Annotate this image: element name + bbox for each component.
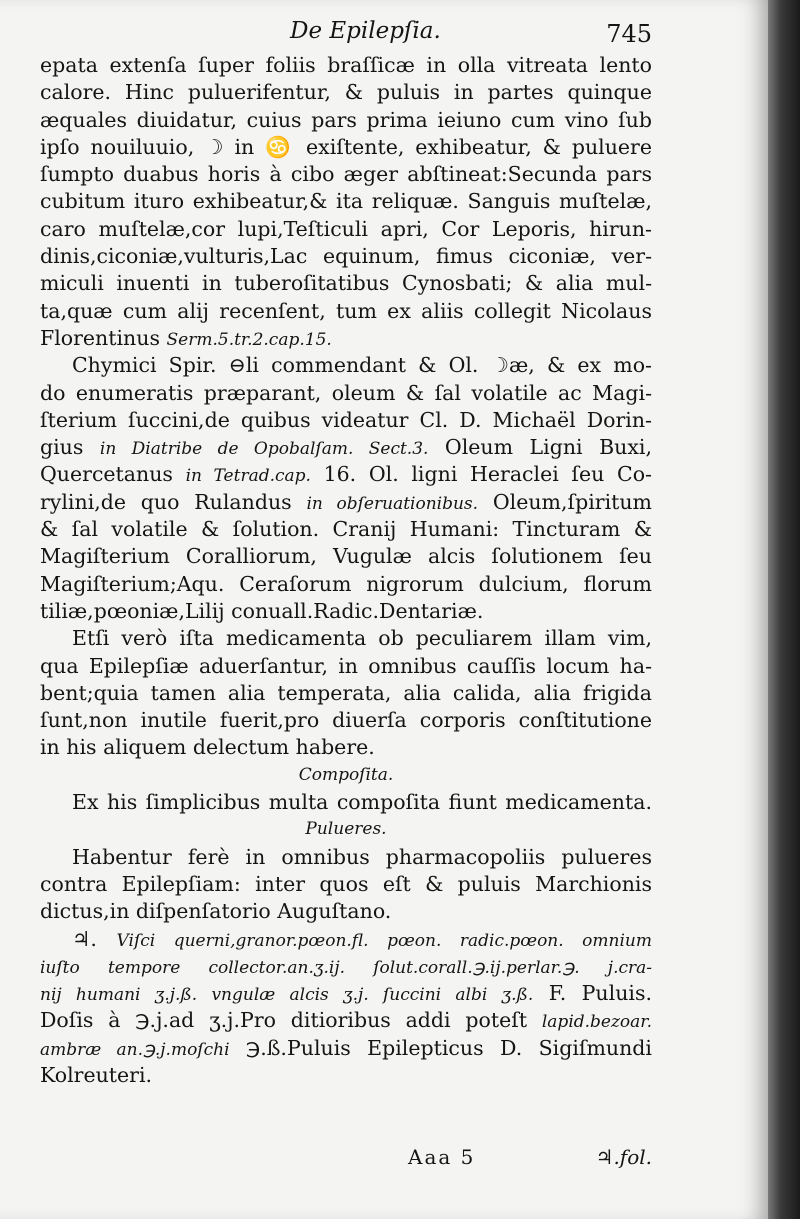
page-footer: [40, 1145, 652, 1175]
italic-reference: ambræ an.℈.j.moſchi: [40, 1039, 230, 1060]
book-spine-edge: [768, 0, 800, 1219]
body-text: [40, 52, 652, 1089]
text-line: [40, 980, 652, 1007]
text-line: [40, 216, 652, 243]
text-line: [40, 789, 652, 816]
text-line: [40, 380, 652, 407]
text-line: [40, 434, 652, 461]
text-line: [40, 680, 652, 707]
line-text: dictus,in diſpenſatorio Auguſtano.: [40, 899, 392, 924]
running-header: [40, 12, 652, 52]
line-text: miculi inuenti in tuberoſitatibus Cynosbati; & alia mul-: [40, 271, 652, 296]
text-line: [40, 107, 652, 134]
text-line: [40, 844, 652, 871]
line-text: ta,quæ cum alij recenſent, tum ex aliis collegit Nicolaus: [40, 298, 652, 323]
text-line: [40, 953, 652, 980]
line-text: cubitum ituro exhibeatur,& ita reliquæ. Sanguis muſtelæ,: [40, 189, 652, 214]
line-text: Ex his ſimplicibus multa compoſita fiunt medicamenta.: [72, 790, 652, 815]
text-line: [40, 871, 652, 898]
line-text: rylini,de quo Rulandus: [40, 489, 292, 514]
line-text: Oleum Ligni Buxi,: [444, 435, 652, 460]
line-text: do enumeratis præparant, oleum & ſal volatile ac Magi-: [40, 380, 652, 405]
text-line: [40, 598, 652, 625]
line-text: Magiſterium Coralliorum, Vugulæ alcis ſolutionem ſeu: [40, 544, 652, 569]
page-text: [40, 12, 652, 1089]
line-text: bent;quia tamen alia temperata, alia calida, alia frigida: [40, 680, 652, 705]
page-number: 745: [606, 20, 652, 48]
line-text: ℈.ß.Puluis Epilepticus D. Sigiſmundi: [245, 1035, 652, 1060]
text-line: [40, 134, 652, 161]
line-text: dinis,ciconiæ,vulturis,Lac equinum, fimus ciconiæ, ver-: [40, 244, 652, 269]
line-text: Chymici Spir. ⊖li commendant & Ol. ☽æ, & ex mo-: [72, 353, 652, 378]
section-heading: Pulueres.: [305, 819, 387, 840]
line-text: ſterium ſuccini,de quibus videatur Cl. D. Michaël Dorin-: [40, 407, 652, 432]
text-line: [40, 407, 652, 434]
text-line: [40, 243, 652, 270]
text-line: [40, 270, 652, 297]
text-line: [40, 489, 652, 516]
line-text: F. Puluis.: [548, 981, 652, 1006]
line-text: epata extenſa ſuper foliis braſſicæ in olla vitreata lento: [40, 53, 652, 77]
text-line: [40, 926, 652, 953]
line-text: caro muſtelæ,cor lupi,Teſticuli apri, Cor Leporis, hirun-: [40, 216, 652, 241]
text-line: [40, 52, 652, 79]
line-text: ſunt,non inutile fuerit,pro diuerſa corporis conſtitutione: [40, 708, 652, 733]
italic-reference: in Tetrad.cap.: [185, 466, 311, 487]
text-line: [40, 1062, 652, 1089]
italic-reference: Viſci querni,granor.pœon.fl. pœon. radic.pœon. omnium: [116, 930, 652, 951]
line-text: & ſal volatile & ſolution. Cranij Humani: Tincturam &: [40, 517, 652, 542]
line-text: ipſo nouiluuio, ☽ in ♋ exiſtente, exhibeatur, & puluere: [40, 134, 652, 159]
text-line: [40, 707, 652, 734]
text-line: [40, 898, 652, 925]
text-line: [40, 161, 652, 188]
text-line: [40, 79, 652, 106]
line-text: calore. Hinc puluerifentur, & puluis in partes quinque: [40, 80, 652, 105]
text-line: [40, 461, 652, 488]
italic-reference: in Diatribe de Opobalſam. Sect.3.: [99, 439, 429, 460]
line-text: qua Epilepſiæ aduerſantur, in omnibus cauſſis locum ha-: [40, 653, 652, 678]
text-line: [40, 625, 652, 652]
line-text: tiliæ,pœoniæ,Lilij conuall.Radic.Dentariæ.: [40, 598, 484, 623]
signature-mark: Aaa 5: [408, 1145, 476, 1169]
line-text: ſumpto duabus horis à cibo æger abſtineat:Secunda pars: [40, 162, 652, 187]
italic-reference: nij humani ʒ.j.ß. vngulæ alcis ʒ.j. ſuccini albi ʒ.ß.: [40, 985, 534, 1006]
line-text: Kolreuteri.: [40, 1062, 153, 1087]
section-heading: Compoſita.: [298, 764, 394, 785]
line-text: Magiſterium;Aqu. Ceraſorum nigrorum dulcium, florum: [40, 571, 652, 596]
line-text: Quercetanus: [40, 462, 173, 487]
text-line: [40, 734, 652, 761]
line-text: Etſi verò iſta medicamenta ob peculiarem illam vim,: [72, 626, 652, 651]
text-line: [40, 188, 652, 215]
line-text: 16. Ol. ligni Heraclei ſeu Co-: [323, 462, 652, 487]
line-text: Oleum,ſpiritum: [492, 489, 652, 514]
line-text: Habentur ferè in omnibus pharmacopoliis pulueres: [72, 844, 652, 869]
italic-reference: in obſeruationibus.: [306, 493, 479, 514]
text-line: [40, 571, 652, 598]
text-line: [40, 516, 652, 543]
italic-reference: Serm.5.tr.2.cap.15.: [166, 329, 332, 350]
text-line: [40, 1007, 652, 1034]
line-text: contra Epilepſiam: inter quos eſt & puluis Marchionis: [40, 871, 652, 896]
text-line: [40, 543, 652, 570]
text-line: [40, 1035, 652, 1062]
page-title: De Epilepſia.: [290, 18, 441, 44]
line-text: Doſis à ℈.j.ad ʒ.j.Pro ditioribus addi poteſt: [40, 1008, 528, 1033]
text-line: [40, 298, 652, 325]
text-line: [40, 352, 652, 379]
line-text: in his aliquem delectum habere.: [40, 735, 375, 760]
catchword: ♃.fol.: [595, 1145, 652, 1169]
text-line: [40, 653, 652, 680]
text-line: [40, 325, 652, 352]
line-text: gius: [40, 435, 84, 460]
italic-reference: iuſto tempore collector.an.ʒ.ij. ſolut.corall.℈.ij.perlar.℈. j.cra-: [40, 957, 652, 978]
line-text: æquales diuidatur, cuius pars prima ieiuno cum vino ſub: [40, 107, 652, 132]
line-text: Florentinus: [40, 325, 160, 350]
line-text: ♃.: [72, 926, 97, 951]
italic-reference: lapid.bezoar.: [541, 1012, 652, 1033]
